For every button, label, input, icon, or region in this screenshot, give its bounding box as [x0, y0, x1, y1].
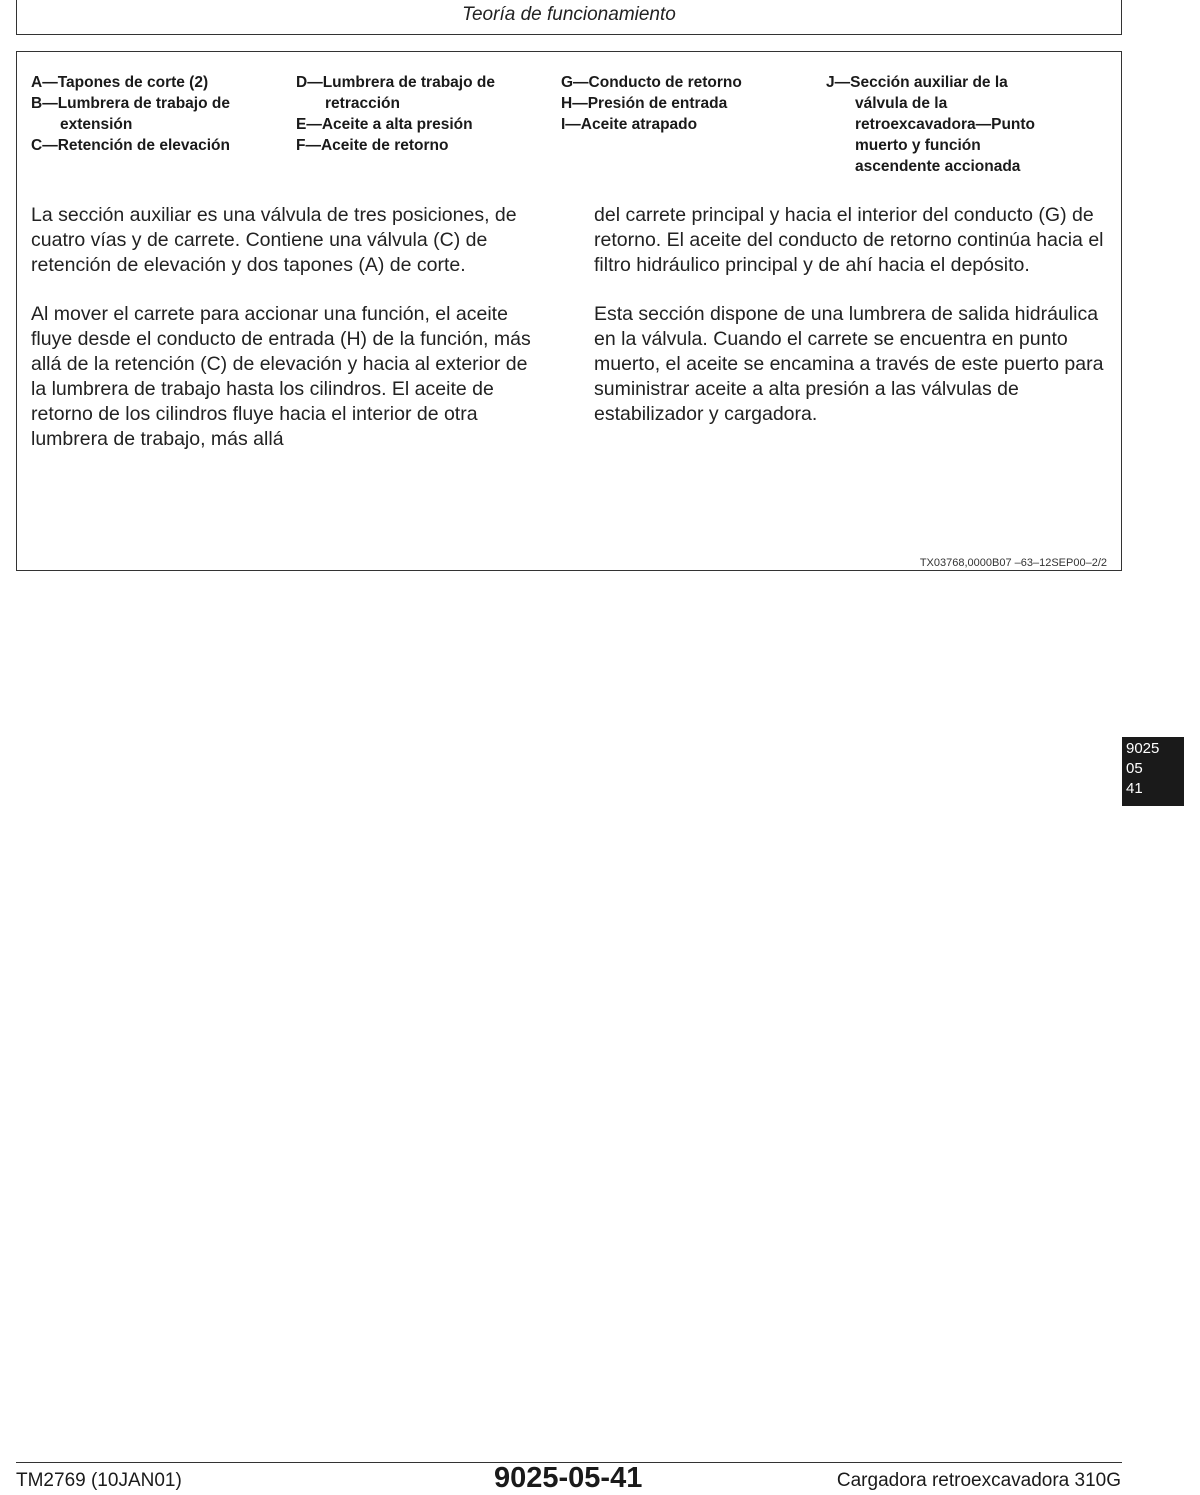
footer-page-number: 9025-05-41	[494, 1462, 643, 1494]
legend-column-3	[561, 72, 801, 135]
legend-item-g: G—Conducto de retorno	[561, 74, 742, 91]
legend-item-b: B—Lumbrera de trabajo de extensión	[31, 95, 230, 133]
tab-line: 41	[1126, 780, 1143, 797]
content-frame	[16, 51, 1122, 571]
paragraph: Al mover el carrete para accionar una función, el aceite fluye desde el conducto de entrada (H) de la función, más allá de la retención (C) de elevación y hacia al exterior de la lumbrera de trabajo hasta los cilindros. El aceite de retorno de los cilindros fluye hacia el interior de otra lumbrera de trabajo, más allá	[31, 303, 531, 450]
page-header	[16, 0, 1122, 35]
tab-line: 9025	[1126, 740, 1160, 757]
footer-manual-id: TM2769 (10JAN01)	[16, 1470, 182, 1491]
paragraph: Esta sección dispone de una lumbrera de salida hidráulica en la válvula. Cuando el carrete se encuentra en punto muerto, el aceite se encamina a través de este puerto para suministrar aceite a alta presión a las válvulas de estabilizador y cargadora.	[594, 303, 1104, 425]
legend-column-2	[296, 72, 541, 156]
legend-column-4	[826, 72, 1058, 177]
section-title: Teoría de funcionamiento	[462, 4, 676, 25]
paragraph: La sección auxiliar es una válvula de tres posiciones, de cuatro vías y de carrete. Contiene una válvula (C) de retención de elevación y dos tapones (A) de corte.	[31, 204, 517, 276]
legend-item-e: E—Aceite a alta presión	[296, 116, 473, 133]
body-text-right	[594, 203, 1114, 451]
legend-item-a: A—Tapones de corte (2)	[31, 74, 209, 91]
tab-line: 05	[1126, 760, 1143, 777]
section-thumb-tab	[1122, 737, 1184, 806]
legend-item-i: I—Aceite atrapado	[561, 116, 698, 133]
reference-code: TX03768,0000B07 –63–12SEP00–2/2	[919, 557, 1107, 569]
legend-item-j: J—Sección auxiliar de la válvula de la retroexcavadora—Punto muerto y función ascendente accionada	[826, 74, 1036, 175]
footer-machine-name: Cargadora retroexcavadora 310G	[836, 1470, 1121, 1491]
paragraph: del carrete principal y hacia el interior del conducto (G) de retorno. El aceite del conducto de retorno continúa hacia el filtro hidráulico principal y de ahí hacia el depósito.	[594, 204, 1104, 276]
body-text-left	[31, 203, 546, 476]
legend-item-f: F—Aceite de retorno	[296, 137, 449, 154]
legend-item-d: D—Lumbrera de trabajo de retracción	[296, 74, 495, 112]
legend-item-h: H—Presión de entrada	[561, 95, 728, 112]
legend-column-1	[31, 72, 271, 156]
legend-item-c: C—Retención de elevación	[31, 137, 230, 154]
